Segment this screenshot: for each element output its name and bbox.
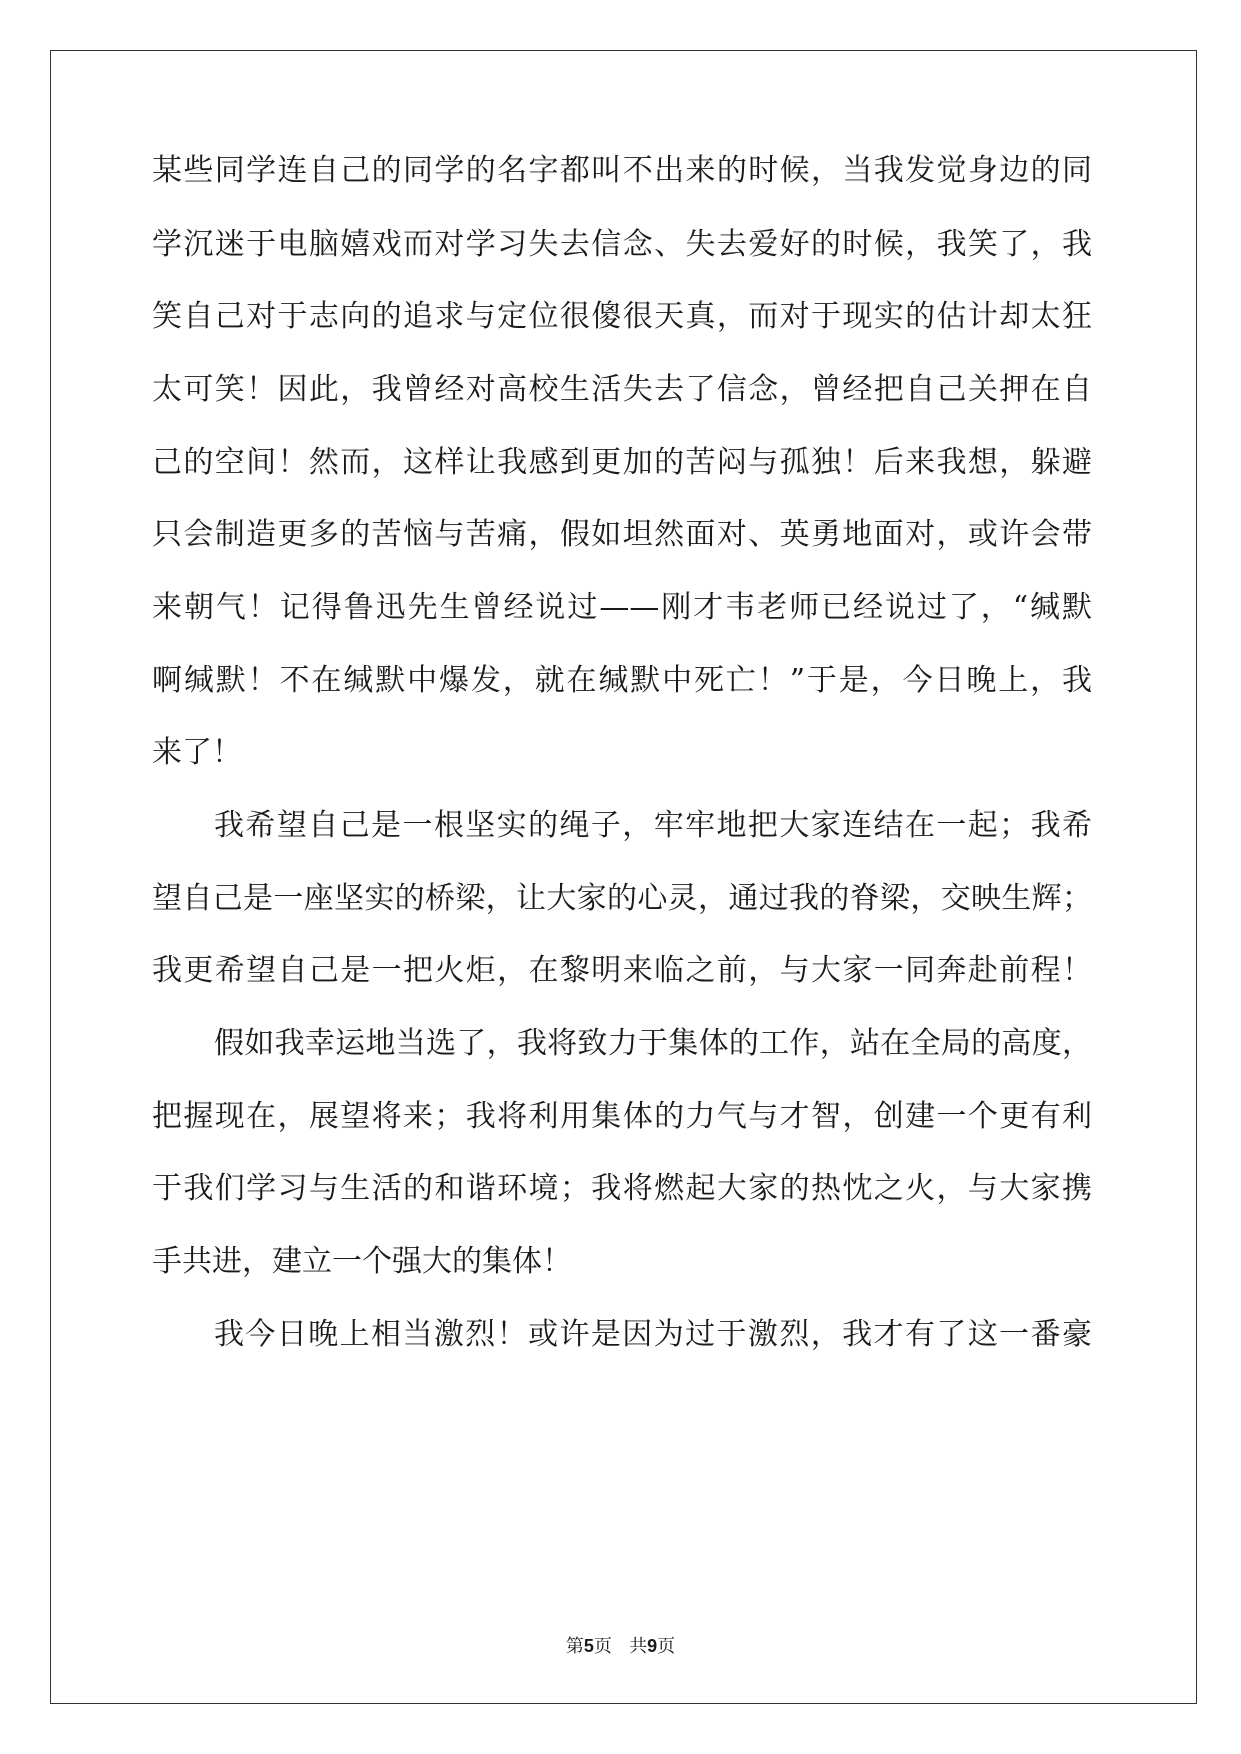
text-line: 于我们学习与生活的和谐环境；我将燃起大家的热忱之火，与大家携 [152, 1171, 1092, 1206]
footer-middle: 页 共 [593, 1636, 648, 1657]
text-line: 我希望自己是一根坚实的绳子，牢牢地把大家连结在一起；我希 [214, 808, 1092, 843]
text-line: 我更希望自己是一把火炬，在黎明来临之前，与大家一同奔赴前程！ [152, 953, 1092, 988]
footer-suffix: 页 [657, 1636, 676, 1657]
text-line: 来朝气！记得鲁迅先生曾经说过——刚才韦老师已经说过了，“缄默 [152, 590, 1092, 625]
text-line: 假如我幸运地当选了，我将致力于集体的工作，站在全局的高度， [214, 1026, 1092, 1061]
text-line: 太可笑！因此，我曾经对高校生活失去了信念，曾经把自己关押在自 [152, 372, 1092, 407]
text-line: 手共进，建立一个强大的集体！ [152, 1244, 572, 1279]
text-line: 我今日晚上相当激烈！或许是因为过于激烈，我才有了这一番豪 [214, 1317, 1092, 1352]
footer-page-number: 5 [583, 1636, 594, 1656]
text-line: 望自己是一座坚实的桥梁，让大家的心灵，通过我的脊梁，交映生辉； [152, 881, 1092, 916]
text-line: 啊缄默！不在缄默中爆发，就在缄默中死亡！”于是，今日晚上，我 [152, 663, 1092, 698]
text-line: 只会制造更多的苦恼与苦痛，假如坦然面对、英勇地面对，或许会带 [152, 517, 1092, 552]
text-line: 学沉迷于电脑嬉戏而对学习失去信念、失去爱好的时候，我笑了，我 [152, 227, 1092, 262]
footer-total-pages: 9 [647, 1636, 658, 1656]
footer-prefix: 第 [565, 1636, 584, 1657]
text-line: 某些同学连自己的同学的名字都叫不出来的时候，当我发觉身边的同 [152, 153, 1092, 188]
text-line: 来了！ [152, 735, 242, 770]
text-line: 笑自己对于志向的追求与定位很傻很天真，而对于现实的估计却太狂 [152, 299, 1092, 334]
text-line: 己的空间！然而，这样让我感到更加的苦闷与孤独！后来我想，躲避 [152, 445, 1092, 480]
page-footer [0, 1632, 1241, 1658]
text-line: 把握现在，展望将来；我将利用集体的力气与才智，创建一个更有利 [152, 1099, 1092, 1134]
